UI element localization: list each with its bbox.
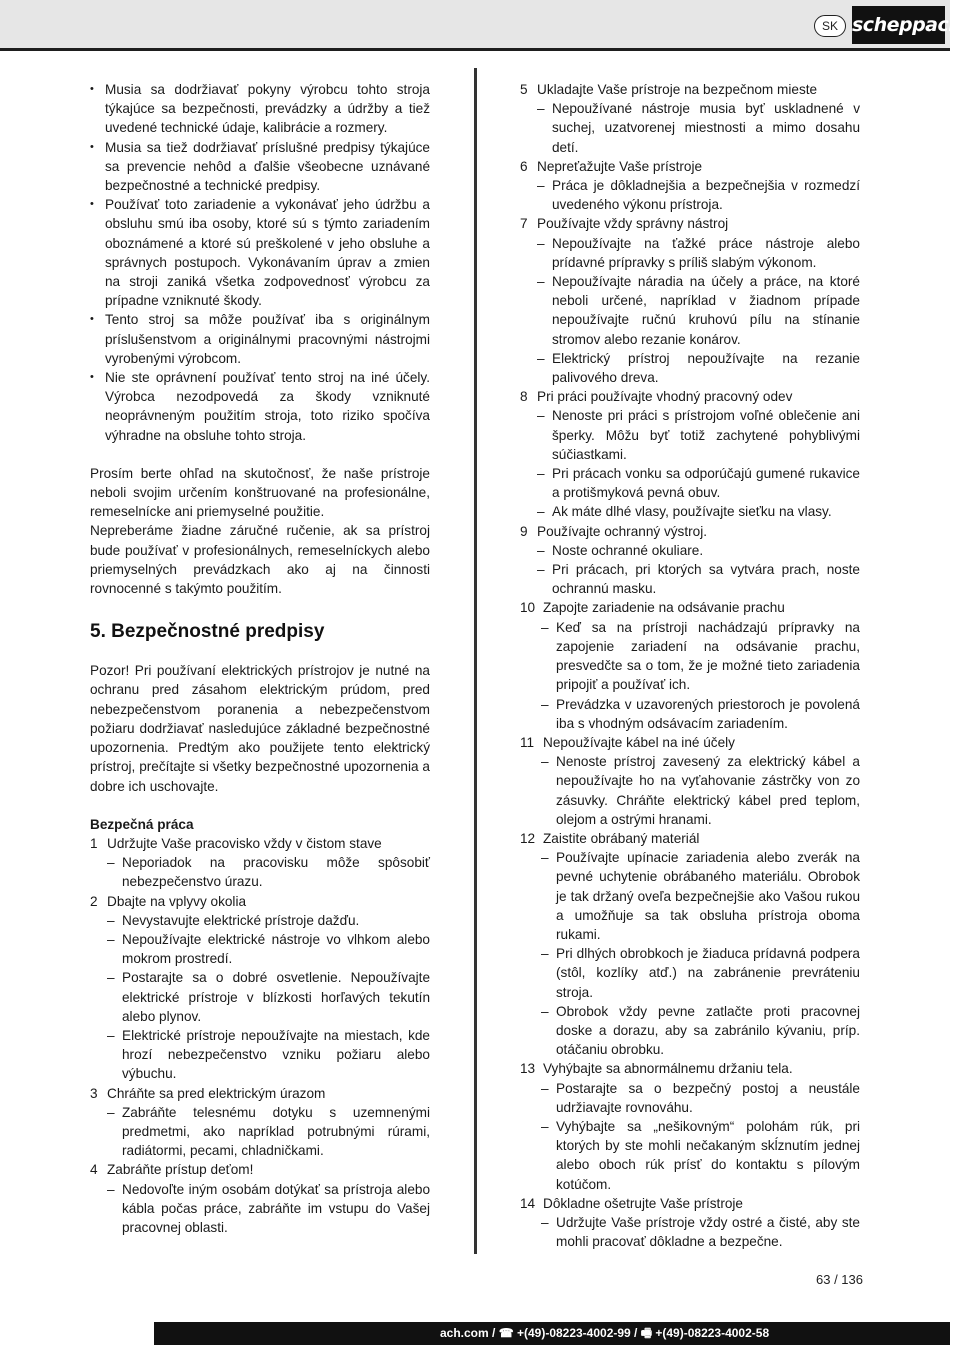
sub-item: – Pri prácach, pri ktorých sa vytvára prach, noste ochrannú masku.	[520, 560, 860, 598]
sub-item: – Nenoste prístroj zavesený za elektrický kábel a nepoužívajte ho na vyťahovanie zástrčky von zo zásuvky. Chráňte elektrický kábel pred teplom, olejom a ostrými hranami.	[520, 752, 860, 829]
item-number: 4	[90, 1162, 98, 1178]
bullet-item: • Musia sa tiež dodržiavať príslušné predpisy týkajúce sa prevencie nehôd a ďalšie všeobecne uznávané bezpečnostné a technické predpisy.	[90, 138, 430, 196]
paragraph: Prosím berte ohľad na skutočnosť, že naše prístroje neboli svojim určením konštruované na profesionálne, remeselnícke ani priemyselné použitie.	[90, 465, 430, 520]
header-bar	[0, 0, 950, 48]
item-number: 14	[520, 1195, 536, 1211]
item-number: 3	[90, 1085, 98, 1101]
numbered-item	[520, 1194, 860, 1213]
item-number: 8	[520, 389, 528, 405]
paragraph: Nepreberáme žiadne záručné ručenie, ak sa prístroj bude používať v profesionálnych, remeselníckych alebo priemyselných prevádzkach ako aj na činnosti rovnocenné s takýmto použitím.	[90, 523, 430, 597]
item-title: Dôkladne ošetrujte Vaše prístroje	[543, 1195, 743, 1211]
numbered-item	[90, 834, 430, 853]
item-number: 10	[520, 600, 536, 616]
sub-item: – Keď sa na prístroji nachádzajú prípravky na zapojenie zariadení na odsávanie prachu, presvedčte sa o tom, že je možné tieto zariadenia pripojiť a používať ich.	[520, 618, 860, 695]
bullet-item: • Tento stroj sa môže používať iba s originálnym príslušenstvom a originálnymi pracovnými nástrojmi vyrobenými výrobcom.	[90, 310, 430, 368]
numbered-item	[520, 598, 860, 617]
sub-item: – Neporiadok na pracovisku môže spôsobiť nebezpečenstvo úrazu.	[90, 853, 430, 891]
sub-item: – Nedovoľte iným osobám dotýkať sa prístroja alebo kábla počas práce, zabráňte im vstupu do Vašej pracovnej oblasti.	[90, 1180, 430, 1238]
sub-item: – Nepoužívajte na ťažké práce nástroje alebo prídavné prípravky s príliš slabým výkonom.	[520, 234, 860, 272]
sub-item: – Elektrický prístroj nepoužívajte na rezanie palivového dreva.	[520, 349, 860, 387]
item-title: Nepoužívajte kábel na iné účely	[543, 734, 735, 750]
sub-item: – Ak máte dlhé vlasy, používajte sieťku na vlasy.	[520, 502, 860, 521]
numbered-item	[520, 214, 860, 233]
sub-item: – Obrobok vždy pevne zatlačte proti pracovnej doske a dorazu, aby sa zabránilo kývaniu, príp. otáčaniu obrobku.	[520, 1002, 860, 1060]
sub-item: – Nepoužívajte elektrické nástroje vo vlhkom alebo mokrom prostredí.	[90, 930, 430, 968]
item-number: 1	[90, 835, 98, 851]
item-title: Nepreťažujte Vaše prístroje	[537, 158, 703, 174]
language-badge: SK	[814, 15, 846, 37]
page-number: 63 / 136	[816, 1272, 863, 1287]
numbered-item	[90, 1084, 430, 1103]
numbered-item	[520, 733, 860, 752]
numbered-item	[520, 387, 860, 406]
left-column	[90, 80, 430, 1237]
sub-item: – Udržujte Vaše prístroje vždy ostré a čisté, aby ste mohli pracovať dôkladne a bezpečne.	[520, 1213, 860, 1251]
column-divider	[474, 68, 477, 1254]
intro-bullet-list	[90, 80, 430, 445]
item-title: Zabráňte prístup deťom!	[107, 1162, 254, 1178]
sub-item: – Pri prácach vonku sa odporúčajú gumené rukavice a protišmyková pevná obuv.	[520, 464, 860, 502]
numbered-item	[90, 892, 430, 911]
item-number: 13	[520, 1061, 536, 1077]
numbered-item	[520, 80, 860, 99]
intro-paragraph: Pozor! Pri používaní elektrických prístrojov je nutné na ochranu pred zásahom elektrickým prúdom, pred nebezpečenstvom poranenia a nebezpečenstvom požiaru dodržiavať nasledujúce základné bezpečnostné upozornenia. Predtým ako použijete tento elektrický prístroj, prečítajte si všetky bezpečnostné upozornenia a dobre ich uschovajte.	[90, 663, 430, 794]
item-title: Zaistite obrábaný materiál	[543, 830, 700, 846]
item-title: Používajte vždy správny nástroj	[537, 216, 729, 232]
footer-contact: ach.com / ☎ +(49)-08223-4002-99 / 🖷 +(49)-08223-4002-58	[440, 1326, 770, 1340]
header-rule	[0, 48, 950, 51]
item-number: 11	[520, 734, 535, 750]
bullet-item: • Musia sa dodržiavať pokyny výrobcu tohto stroja týkajúce sa bezpečnosti, prevádzky a údržby a tiež uvedené technické údaje, kalibrácie a rozmery.	[90, 80, 430, 138]
brand-logo: scheppach	[852, 6, 945, 44]
numbered-item	[520, 829, 860, 848]
sub-item: – Noste ochranné okuliare.	[520, 541, 860, 560]
sub-item: – Postarajte sa o bezpečný postoj a neustále udržiavajte rovnováhu.	[520, 1079, 860, 1117]
sub-item: – Pri dlhých obrobkoch je žiaduca prídavná podpera (stôl, kozlíky atď.) na zabránenie prevráteniu stroja.	[520, 944, 860, 1002]
item-title: Používajte ochranný výstroj.	[537, 523, 708, 539]
item-title: Udržujte Vaše pracovisko vždy v čistom stave	[107, 835, 382, 851]
item-title: Ukladajte Vaše prístroje na bezpečnom mieste	[537, 82, 818, 97]
sub-item: – Nenoste pri práci s prístrojom voľné oblečenie ani šperky. Môžu byť totiž zachytené pohyblivými súčiastkami.	[520, 406, 860, 464]
item-title: Zapojte zariadenie na odsávanie prachu	[543, 600, 785, 616]
sub-item: – Nevystavujte elektrické prístroje dažďu.	[90, 911, 430, 930]
item-number: 7	[520, 216, 528, 232]
item-title: Dbajte na vplyvy okolia	[107, 893, 247, 909]
sub-item: – Nepoužívajte náradia na účely a práce, na ktoré neboli určené, napríklad v žiadnom prípade nepoužívajte ručnú kruhovú pílu na stínanie stromov alebo rezanie konárov.	[520, 272, 860, 349]
numbered-item	[90, 1160, 430, 1179]
section-title: 5. Bezpečnostné predpisy	[90, 621, 325, 643]
bullet-item: • Používať toto zariadenie a vykonávať jeho údržbu a obsluhu smú iba osoby, ktoré sú s týmto zariadením oboznámené a ktoré sú preškolené v jeho obsluhe a správnych postupoch. Vykonávaním úprav a zmien na stroji zaniká všetka zodpovednosť výrobcu za prípadne vzniknuté škody.	[90, 195, 430, 310]
numbered-item	[520, 522, 860, 541]
sub-item: – Zabráňte telesnému dotyku s uzemnenými predmetmi, ako napríklad potrubnými rúrami, radiátormi, pecami, chladničkami.	[90, 1103, 430, 1161]
sub-item: – Prevádzka v uzavorených priestoroch je povolená iba s vhodným odsávacím zariadením.	[520, 695, 860, 733]
item-number: 5	[520, 82, 528, 97]
item-title: Chráňte sa pred elektrickým úrazom	[107, 1085, 326, 1101]
item-number: 12	[520, 830, 536, 846]
numbered-item	[520, 1059, 860, 1078]
sub-item: – Postarajte sa o dobré osvetlenie. Nepoužívajte elektrické prístroje v blízkosti horľavých tekutín alebo plynov.	[90, 968, 430, 1026]
sub-item: – Práca je dôkladnejšia a bezpečnejšia v rozmedzí uvedeného výkonu prístroja.	[520, 176, 860, 214]
bullet-item: • Nie ste oprávnení používať tento stroj na iné účely. Výrobca nezodpovedá za škody vzniknuté neoprávneným použitím stroja, toto riziko spočíva výhradne na obsluhe tohto stroja.	[90, 368, 430, 445]
right-column	[520, 80, 860, 1251]
item-number: 6	[520, 158, 528, 174]
sub-item: – Vyhýbajte sa „nešikovným“ polohám rúk, pri ktorých by ste mohli nečakaným skĺznutím jednej alebo oboch rúk prísť do kontaktu s pílovým kotúčom.	[520, 1117, 860, 1194]
sub-item: – Používajte upínacie zariadenia alebo zverák na pevné uchytenie obrábaného materiálu. Obrobok je tak držaný oveľa bezpečnejšie ako Vašou rukou a umožňuje sa tak obsluha prístroja oboma rukami.	[520, 848, 860, 944]
item-title: Pri práci používajte vhodný pracovný odev	[537, 389, 793, 405]
item-number: 9	[520, 523, 528, 539]
sub-item: – Elektrické prístroje nepoužívajte na miestach, kde hrozí nebezpečenstvo vzniku požiaru alebo výbuchu.	[90, 1026, 430, 1084]
footer-blank-area	[0, 1322, 154, 1345]
item-title: Vyhýbajte sa abnormálnemu držaniu tela.	[543, 1061, 793, 1077]
sub-item: – Nepoužívané nástroje musia byť uskladnené v suchej, uzatvorenej miestnosti a mimo dosahu detí.	[520, 99, 860, 157]
item-number: 2	[90, 893, 98, 909]
subheading: Bezpečná práca	[90, 816, 194, 832]
numbered-item	[520, 157, 860, 176]
